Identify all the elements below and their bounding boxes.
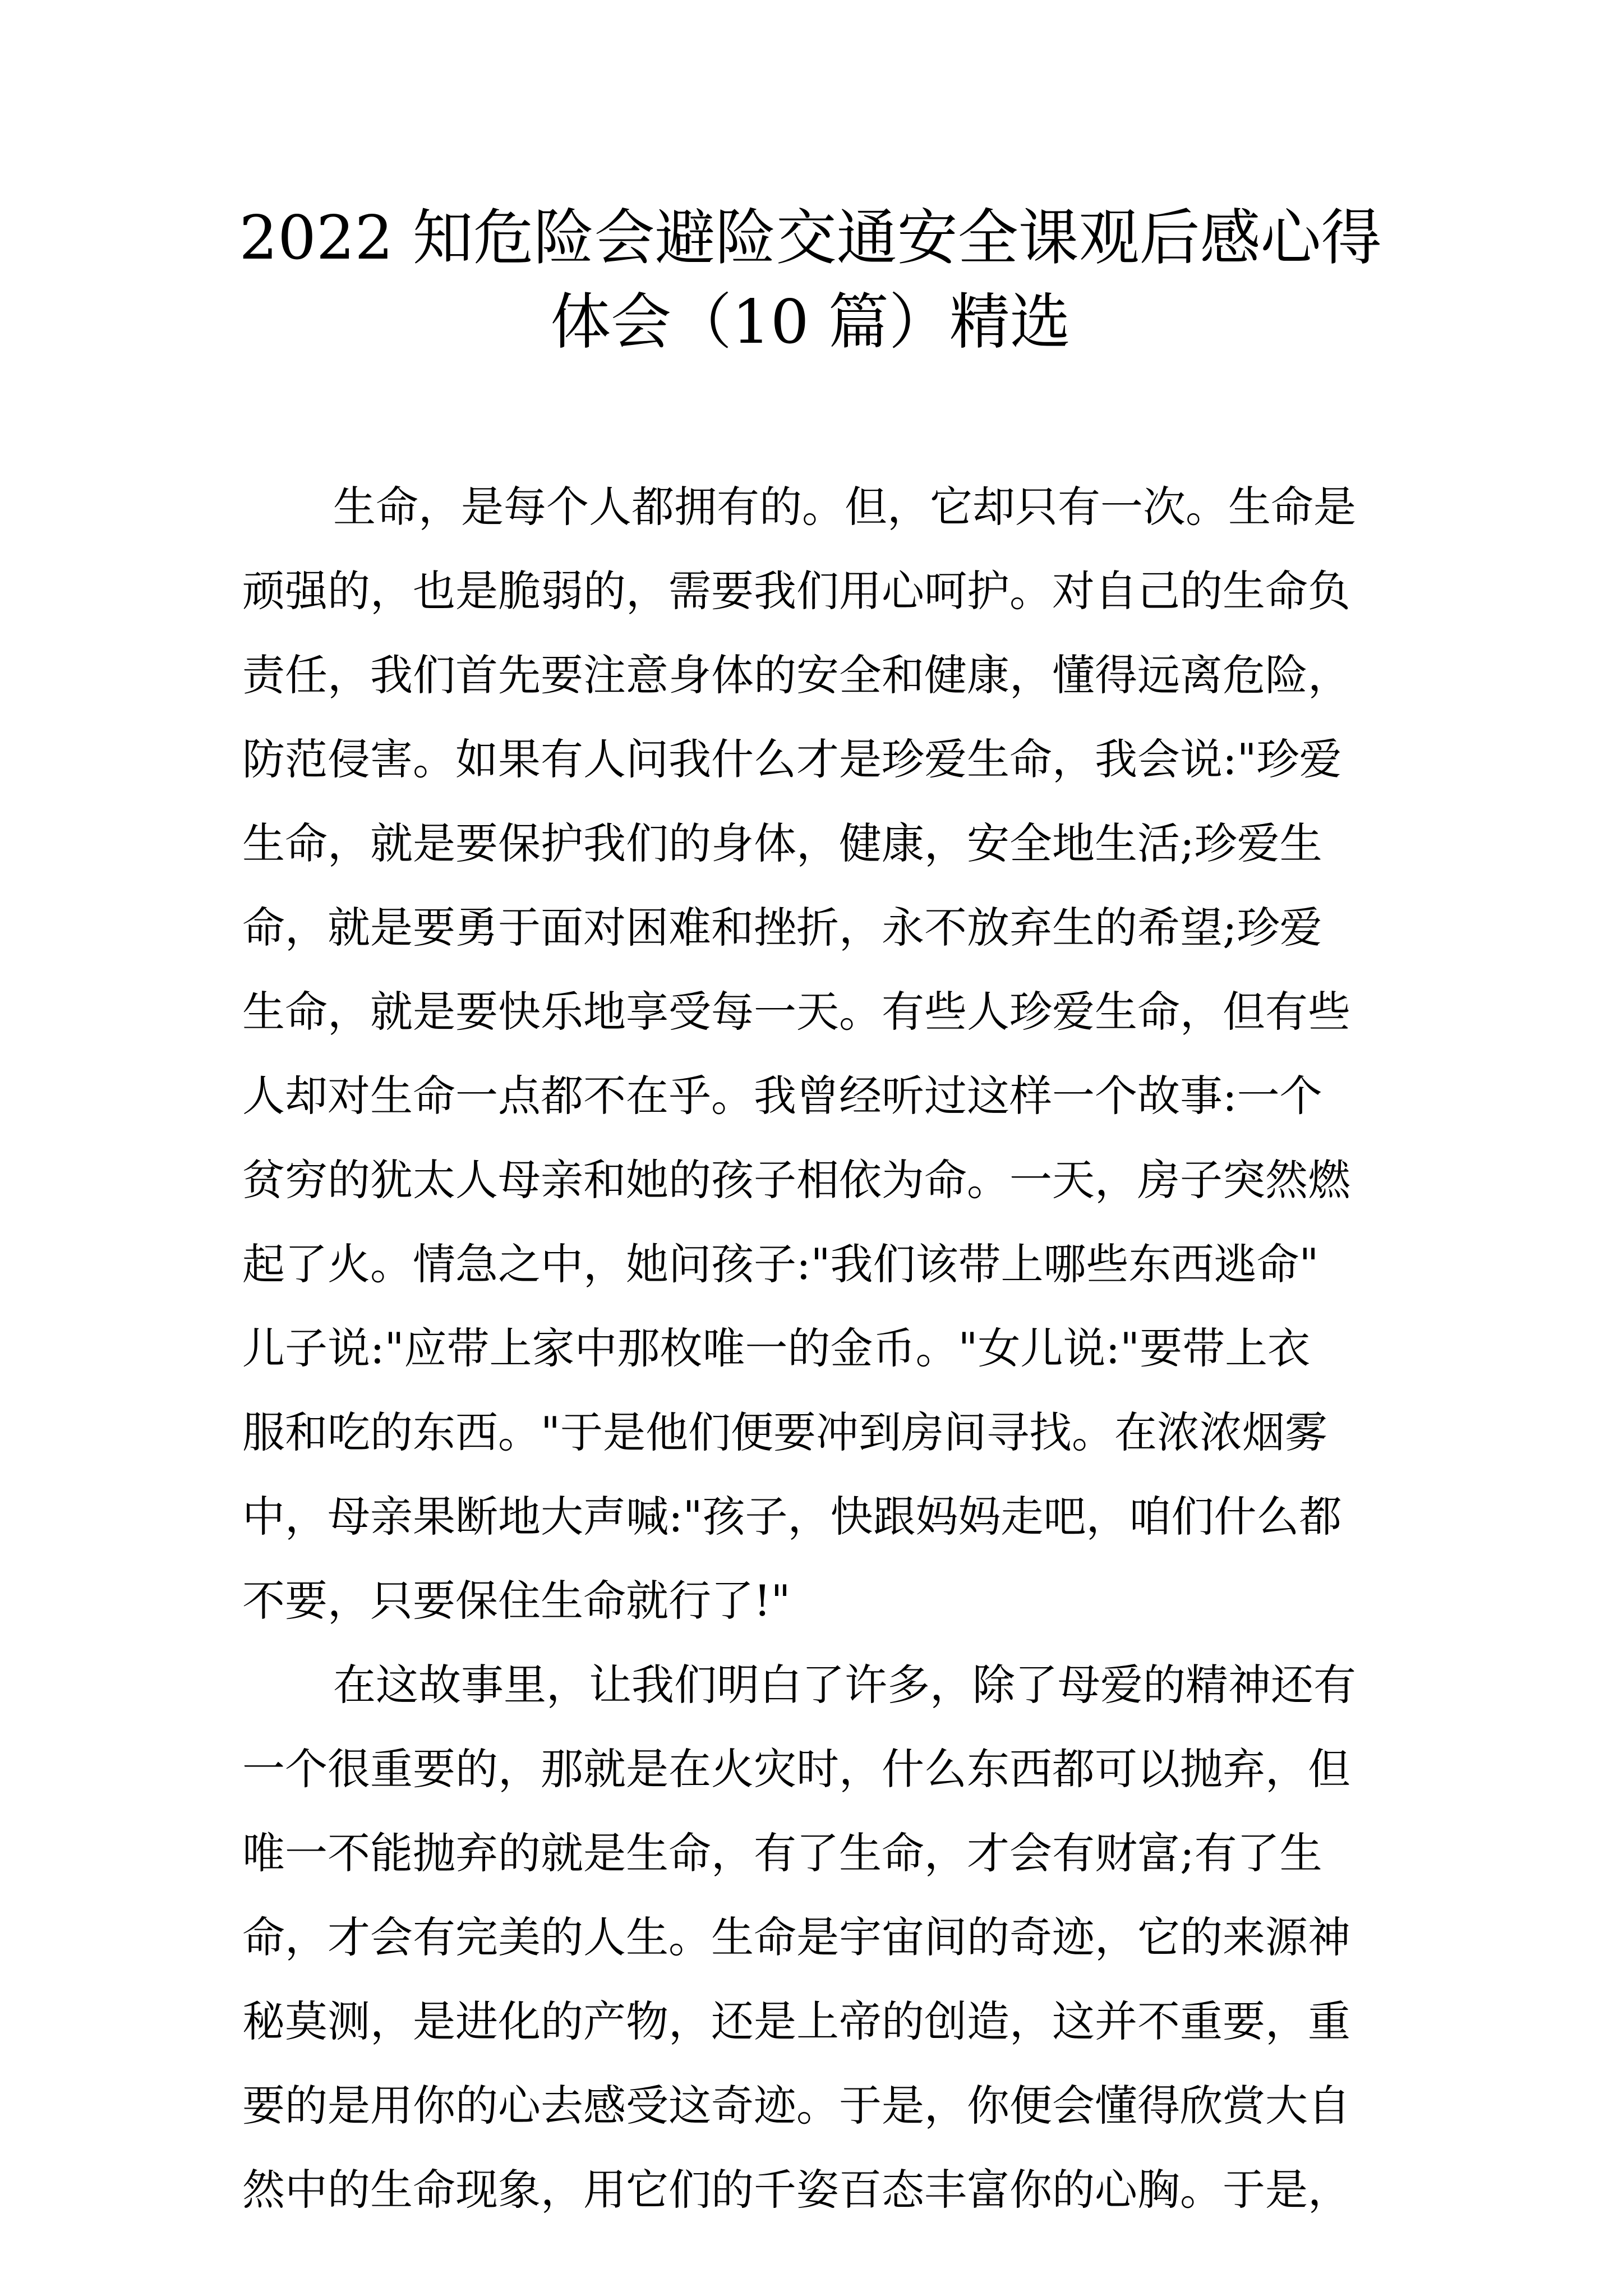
paragraph-line: 贫穷的犹太人母亲和她的孩子相依为命。一天，房子突然燃 — [242, 1155, 1350, 1205]
paragraph-line: 然中的生命现象，用它们的千姿百态丰富你的心胸。于是， — [242, 2165, 1350, 2215]
document-body — [242, 465, 1393, 2232]
title-line-2: 体会（10 篇）精选 — [550, 287, 1071, 357]
paragraph-line: 儿子说:"应带上家中那枚唯一的金币。"女儿说:"要带上衣 — [242, 1323, 1311, 1373]
paragraph-line: 在这故事里，让我们明白了许多，除了母爱的精神还有 — [333, 1660, 1356, 1710]
title-line-1: 2022 知危险会避险交通安全课观后感心得 — [239, 203, 1382, 273]
paragraph-line: 人却对生命一点都不在乎。我曾经听过这样一个故事:一个 — [242, 1071, 1322, 1121]
paragraph-line: 顽强的，也是脆弱的，需要我们用心呵护。对自己的生命负 — [242, 566, 1350, 616]
paragraph-line: 服和吃的东西。"于是他们便要冲到房间寻找。在浓浓烟雾 — [242, 1407, 1327, 1457]
paragraph-line: 唯一不能抛弃的就是生命，有了生命，才会有财富;有了生 — [242, 1828, 1322, 1878]
paragraph-line: 生命，就是要快乐地享受每一天。有些人珍爱生命，但有些 — [242, 987, 1350, 1037]
document-title — [213, 196, 1408, 365]
paragraph-line: 起了火。情急之中，她问孩子:"我们该带上哪些东西逃命" — [242, 1239, 1319, 1289]
paragraph-line: 要的是用你的心去感受这奇迹。于是，你便会懂得欣赏大自 — [242, 2081, 1350, 2131]
paragraph-line: 命，就是要勇于面对困难和挫折，永不放弃生的希望;珍爱 — [242, 903, 1322, 953]
paragraph-line: 责任，我们首先要注意身体的安全和健康，懂得远离危险， — [242, 650, 1350, 700]
paragraph-line: 生命，就是要保护我们的身体，健康，安全地生活;珍爱生 — [242, 818, 1322, 868]
paragraph-line: 中，母亲果断地大声喊:"孩子，快跟妈妈走吧，咱们什么都 — [242, 1492, 1342, 1542]
paragraph-line: 一个很重要的，那就是在火灾时，什么东西都可以抛弃，但 — [242, 1744, 1350, 1794]
paragraph-line: 命，才会有完美的人生。生命是宇宙间的奇迹，它的来源神 — [242, 1912, 1350, 1962]
paragraph-line: 生命，是每个人都拥有的。但，它却只有一次。生命是 — [333, 482, 1356, 532]
paragraph-line: 防范侵害。如果有人问我什么才是珍爱生命，我会说:"珍爱 — [242, 734, 1342, 784]
paragraph-line: 秘莫测，是进化的产物，还是上帝的创造，这并不重要，重 — [242, 1996, 1350, 2046]
paragraph-line: 不要，只要保住生命就行了!" — [242, 1576, 791, 1626]
